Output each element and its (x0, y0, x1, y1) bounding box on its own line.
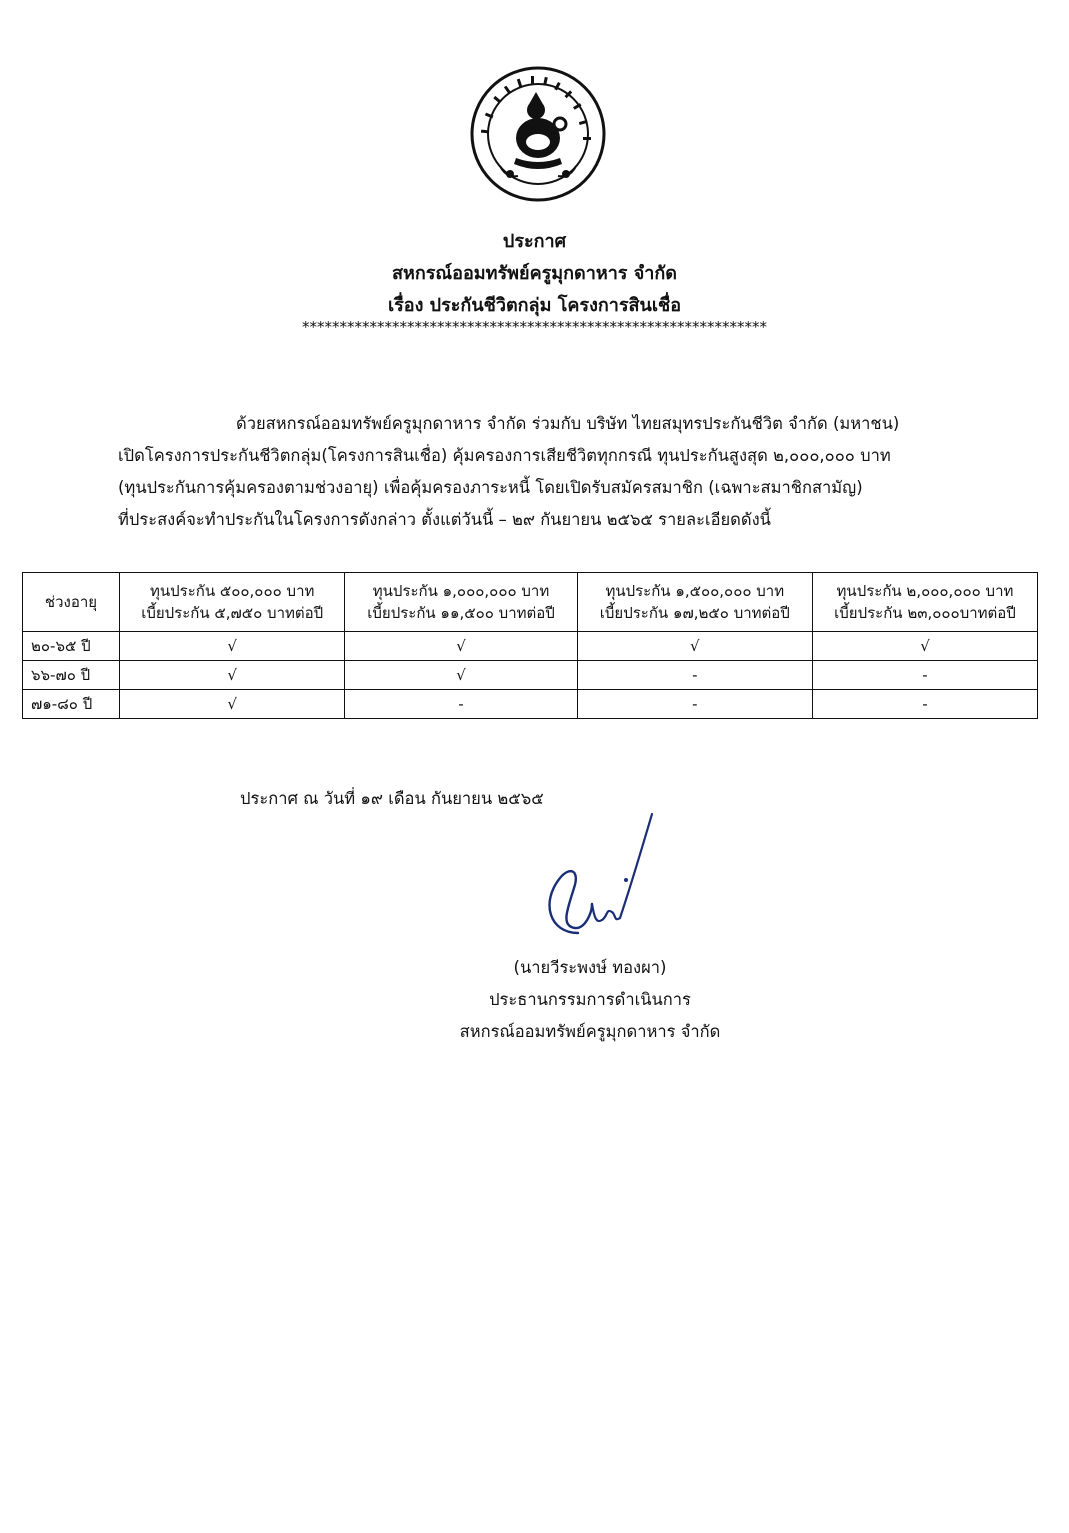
plan-sum-insured: ทุนประกัน ๑,๕๐๐,๐๐๐ บาท (605, 582, 785, 600)
eligibility-cell: √ (120, 690, 345, 719)
body-line-2: เปิดโครงการประกันชีวิตกลุ่ม(โครงการสินเชื่อ) คุ้มครองการเสียชีวิตทุกกรณี ทุนประกันสูงสุด ๒,๐๐๐,๐๐๐ บาท (118, 446, 891, 465)
plan-header-500k (120, 573, 345, 632)
plan-header-1m (345, 573, 577, 632)
eligibility-cell: - (812, 661, 1037, 690)
age-range-cell: ๖๖-๗๐ ปี (23, 661, 120, 690)
eligibility-cell: √ (120, 632, 345, 661)
body-line-1: ด้วยสหกรณ์ออมทรัพย์ครูมุกดาหาร จำกัด ร่วมกับ บริษัท ไทยสมุทรประกันชีวิต จำกัด (มหาชน) (236, 414, 900, 433)
signer-name: (นายวีระพงษ์ ทองผา) (513, 958, 667, 977)
eligibility-cell: √ (120, 661, 345, 690)
plan-premium: เบี้ยประกัน ๑๗,๒๕๐ บาทต่อปี (599, 604, 790, 622)
eligibility-cell: - (577, 690, 812, 719)
plan-premium: เบี้ยประกัน ๑๑,๕๐๐ บาทต่อปี (367, 604, 555, 622)
plan-header-2m (812, 573, 1037, 632)
eligibility-cell: - (577, 661, 812, 690)
document-title: ประกาศ (502, 231, 567, 252)
eligibility-cell: - (345, 690, 577, 719)
body-line-4: ที่ประสงค์จะทำประกันในโครงการดังกล่าว ตั้งแต่วันนี้ – ๒๙ กันยายน ๒๕๖๕ รายละเอียดดังนี้ (118, 510, 771, 529)
eligibility-cell: √ (812, 632, 1037, 661)
plan-sum-insured: ทุนประกัน ๑,๐๐๐,๐๐๐ บาท (372, 582, 550, 600)
plan-header-1-5m (577, 573, 812, 632)
table-row (23, 632, 1038, 661)
eligibility-cell: - (812, 690, 1037, 719)
eligibility-cell: √ (345, 661, 577, 690)
announcement-body (118, 408, 998, 536)
eligibility-cell: √ (345, 632, 577, 661)
table-row (23, 661, 1038, 690)
plan-premium: เบี้ยประกัน ๕,๗๕๐ บาทต่อปี (141, 604, 324, 622)
announcement-date: ประกาศ ณ วันที่ ๑๙ เดือน กันยายน ๒๕๖๕ (240, 789, 544, 808)
age-range-cell: ๗๑-๘๐ ปี (23, 690, 120, 719)
organization-name: สหกรณ์ออมทรัพย์ครูมุกดาหาร จำกัด (392, 263, 677, 284)
table-row (23, 690, 1038, 719)
signer-organization: สหกรณ์ออมทรัพย์ครูมุกดาหาร จำกัด (459, 1022, 721, 1041)
table-header-row (23, 573, 1038, 632)
coverage-table (22, 572, 1038, 719)
age-range-header: ช่วงอายุ (23, 573, 120, 632)
age-range-cell: ๒๐-๖๕ ปี (23, 632, 120, 661)
cooperative-seal-logo (470, 66, 606, 202)
eligibility-cell: √ (577, 632, 812, 661)
body-line-3: (ทุนประกันการคุ้มครองตามช่วงอายุ) เพื่อคุ้มครองภาระหนี้ โดยเปิดรับสมัครสมาชิก (เฉพาะสมาชิกสามัญ) (118, 478, 863, 497)
handwritten-signature (530, 808, 670, 948)
signer-position: ประธานกรรมการดำเนินการ (489, 990, 691, 1009)
plan-sum-insured: ทุนประกัน ๕๐๐,๐๐๐ บาท (150, 582, 315, 600)
plan-premium: เบี้ยประกัน ๒๓,๐๐๐บาทต่อปี (834, 604, 1016, 622)
plan-sum-insured: ทุนประกัน ๒,๐๐๐,๐๐๐ บาท (836, 582, 1014, 600)
asterisk-separator: ************************************************************** (302, 318, 767, 336)
document-subject: เรื่อง ประกันชีวิตกลุ่ม โครงการสินเชื่อ (387, 295, 682, 316)
